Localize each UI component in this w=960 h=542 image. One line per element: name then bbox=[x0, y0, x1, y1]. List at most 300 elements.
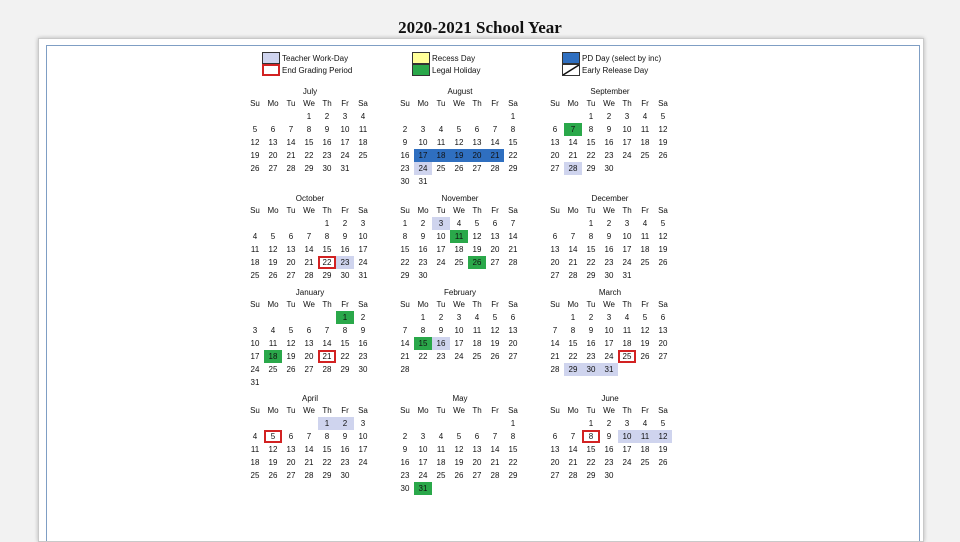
day-cell bbox=[468, 269, 486, 282]
day-cell: 17 bbox=[250, 352, 260, 361]
day-cell: 8 bbox=[324, 232, 330, 241]
day-cell: 9 bbox=[606, 232, 612, 241]
day-cell: 24 bbox=[340, 151, 350, 160]
day-cell: 11 bbox=[436, 138, 446, 147]
day-cell: 7 bbox=[510, 219, 516, 228]
weekday-header: Su bbox=[550, 99, 560, 108]
diagonal-line-icon bbox=[563, 65, 579, 75]
day-grid bbox=[546, 299, 674, 376]
day-cell bbox=[504, 482, 522, 495]
weekday-header: Fr bbox=[341, 206, 349, 215]
weekday-header: Sa bbox=[658, 206, 668, 215]
month-name: November bbox=[441, 194, 479, 203]
day-cell: 26 bbox=[658, 458, 668, 467]
month-october bbox=[246, 193, 374, 282]
day-cell bbox=[282, 110, 300, 123]
day-cell: 16 bbox=[586, 339, 596, 348]
weekday-header: Mo bbox=[567, 206, 579, 215]
day-cell: 11 bbox=[640, 125, 650, 134]
day-cell: 27 bbox=[658, 352, 668, 361]
day-cell bbox=[564, 417, 582, 430]
day-cell: 14 bbox=[490, 138, 500, 147]
day-cell: 23 bbox=[336, 256, 354, 269]
day-cell: 17 bbox=[418, 458, 428, 467]
day-cell: 4 bbox=[360, 112, 366, 121]
day-cell: 18 bbox=[436, 458, 446, 467]
day-cell: 2 bbox=[342, 219, 348, 228]
day-cell: 4 bbox=[252, 432, 258, 441]
day-cell: 30 bbox=[400, 484, 410, 493]
weekday-header: Mo bbox=[417, 300, 429, 309]
day-cell bbox=[486, 363, 504, 376]
day-cell: 15 bbox=[586, 245, 596, 254]
day-cell bbox=[246, 110, 264, 123]
day-cell: 5 bbox=[456, 125, 462, 134]
weekday-header: Tu bbox=[586, 300, 596, 309]
day-cell: 28 bbox=[490, 164, 500, 173]
day-cell: 1 bbox=[336, 311, 354, 324]
day-cell: 26 bbox=[490, 352, 500, 361]
day-cell: 11 bbox=[472, 326, 482, 335]
day-cell: 12 bbox=[454, 138, 464, 147]
day-cell: 20 bbox=[468, 149, 486, 162]
pd-day-swatch bbox=[562, 52, 580, 64]
day-cell: 7 bbox=[402, 326, 408, 335]
day-cell: 10 bbox=[622, 125, 632, 134]
day-cell: 9 bbox=[402, 445, 408, 454]
day-cell: 1 bbox=[402, 219, 408, 228]
day-cell: 18 bbox=[250, 458, 260, 467]
month-name: January bbox=[295, 288, 325, 297]
day-cell bbox=[486, 175, 504, 188]
weekday-header: Sa bbox=[358, 206, 368, 215]
day-cell: 18 bbox=[250, 258, 260, 267]
day-cell: 1 bbox=[570, 313, 576, 322]
day-cell: 9 bbox=[438, 326, 444, 335]
day-cell: 27 bbox=[472, 164, 482, 173]
day-cell: 6 bbox=[306, 326, 312, 335]
day-cell: 22 bbox=[304, 151, 314, 160]
day-cell: 24 bbox=[418, 471, 428, 480]
day-cell: 13 bbox=[286, 245, 296, 254]
day-cell: 19 bbox=[640, 339, 650, 348]
day-cell: 13 bbox=[550, 245, 560, 254]
day-cell: 2 bbox=[606, 219, 612, 228]
day-cell bbox=[246, 217, 264, 230]
day-cell: 1 bbox=[318, 417, 336, 430]
day-cell: 20 bbox=[550, 258, 560, 267]
day-cell: 10 bbox=[250, 339, 260, 348]
day-cell: 25 bbox=[618, 350, 636, 363]
weekday-header: We bbox=[603, 99, 615, 108]
day-cell: 5 bbox=[660, 419, 666, 428]
day-cell: 8 bbox=[510, 432, 516, 441]
day-cell: 3 bbox=[342, 112, 348, 121]
weekday-header: Fr bbox=[341, 300, 349, 309]
weekday-header: We bbox=[303, 206, 315, 215]
day-cell: 19 bbox=[490, 339, 500, 348]
day-cell: 16 bbox=[400, 151, 410, 160]
day-cell: 2 bbox=[360, 313, 366, 322]
day-cell: 22 bbox=[568, 352, 578, 361]
day-cell: 14 bbox=[322, 339, 332, 348]
day-cell: 24 bbox=[622, 151, 632, 160]
weekday-header: Tu bbox=[286, 99, 296, 108]
day-cell bbox=[636, 363, 654, 376]
month-february bbox=[396, 287, 524, 376]
day-cell bbox=[432, 269, 450, 282]
day-grid bbox=[246, 405, 374, 482]
day-cell: 26 bbox=[268, 471, 278, 480]
day-cell bbox=[504, 269, 522, 282]
day-cell: 17 bbox=[436, 245, 446, 254]
day-cell: 14 bbox=[490, 445, 500, 454]
day-cell: 4 bbox=[456, 219, 462, 228]
day-cell: 17 bbox=[622, 245, 632, 254]
day-cell: 20 bbox=[286, 458, 296, 467]
day-cell: 28 bbox=[568, 271, 578, 280]
day-cell: 19 bbox=[658, 138, 668, 147]
weekday-header: Tu bbox=[586, 406, 596, 415]
weekday-header: Su bbox=[250, 206, 260, 215]
day-cell: 3 bbox=[420, 432, 426, 441]
month-name: June bbox=[601, 394, 619, 403]
month-name: April bbox=[301, 394, 318, 403]
month-june bbox=[546, 393, 674, 482]
weekday-header: We bbox=[303, 406, 315, 415]
weekday-header: Sa bbox=[658, 300, 668, 309]
weekday-header: Fr bbox=[641, 99, 649, 108]
weekday-header: Th bbox=[472, 300, 482, 309]
weekday-header: We bbox=[603, 206, 615, 215]
weekday-header: Sa bbox=[508, 206, 518, 215]
day-cell: 27 bbox=[508, 352, 518, 361]
day-cell: 20 bbox=[508, 339, 518, 348]
day-cell bbox=[246, 311, 264, 324]
day-cell: 19 bbox=[472, 245, 482, 254]
day-cell: 25 bbox=[454, 258, 464, 267]
day-cell: 1 bbox=[306, 112, 312, 121]
day-cell: 23 bbox=[358, 352, 368, 361]
day-cell: 23 bbox=[340, 458, 350, 467]
weekday-header: We bbox=[453, 406, 465, 415]
day-cell: 25 bbox=[250, 471, 260, 480]
day-cell bbox=[564, 110, 582, 123]
month-name: May bbox=[452, 394, 468, 403]
day-cell: 23 bbox=[400, 471, 410, 480]
weekday-header: Mo bbox=[417, 99, 429, 108]
day-cell: 1 bbox=[510, 112, 516, 121]
day-cell bbox=[636, 269, 654, 282]
day-cell bbox=[468, 417, 486, 430]
day-cell: 13 bbox=[550, 445, 560, 454]
day-cell: 22 bbox=[318, 256, 336, 269]
month-may bbox=[396, 393, 524, 495]
month-march bbox=[546, 287, 674, 376]
day-cell: 17 bbox=[414, 149, 432, 162]
day-cell: 8 bbox=[588, 232, 594, 241]
weekday-header: Th bbox=[622, 206, 632, 215]
day-cell: 6 bbox=[474, 125, 480, 134]
day-cell: 6 bbox=[288, 432, 294, 441]
month-name: September bbox=[590, 87, 630, 96]
day-cell: 27 bbox=[268, 164, 278, 173]
month-name: December bbox=[591, 194, 629, 203]
weekday-header: Mo bbox=[417, 406, 429, 415]
day-cell bbox=[354, 162, 372, 175]
day-cell: 2 bbox=[438, 313, 444, 322]
day-cell: 9 bbox=[402, 138, 408, 147]
day-cell: 6 bbox=[270, 125, 276, 134]
day-cell: 11 bbox=[636, 430, 654, 443]
day-cell: 9 bbox=[342, 432, 348, 441]
day-cell: 30 bbox=[604, 271, 614, 280]
day-cell bbox=[300, 311, 318, 324]
day-cell: 14 bbox=[304, 245, 314, 254]
day-grid bbox=[396, 205, 524, 282]
day-cell: 7 bbox=[306, 232, 312, 241]
day-cell: 12 bbox=[472, 232, 482, 241]
day-cell bbox=[432, 363, 450, 376]
day-cell bbox=[264, 376, 282, 389]
day-cell: 28 bbox=[322, 365, 332, 374]
day-cell: 12 bbox=[454, 445, 464, 454]
day-cell: 24 bbox=[454, 352, 464, 361]
weekday-header: Tu bbox=[436, 206, 446, 215]
weekday-header: We bbox=[603, 406, 615, 415]
day-cell: 29 bbox=[400, 271, 410, 280]
weekday-header: Th bbox=[472, 99, 482, 108]
day-cell: 26 bbox=[286, 365, 296, 374]
weekday-header: Tu bbox=[436, 300, 446, 309]
day-cell: 4 bbox=[642, 112, 648, 121]
day-cell bbox=[450, 482, 468, 495]
weekday-header: Fr bbox=[491, 406, 499, 415]
day-cell: 17 bbox=[340, 138, 350, 147]
month-name: August bbox=[447, 87, 473, 96]
day-cell: 7 bbox=[492, 432, 498, 441]
day-cell: 13 bbox=[286, 445, 296, 454]
day-cell bbox=[546, 311, 564, 324]
day-cell bbox=[432, 417, 450, 430]
day-cell: 7 bbox=[306, 432, 312, 441]
day-cell: 20 bbox=[304, 352, 314, 361]
day-cell: 1 bbox=[324, 219, 330, 228]
day-cell bbox=[300, 376, 318, 389]
day-cell: 29 bbox=[508, 164, 518, 173]
day-cell: 3 bbox=[624, 112, 630, 121]
day-cell: 12 bbox=[250, 138, 260, 147]
weekday-header: Su bbox=[400, 206, 410, 215]
day-cell: 30 bbox=[418, 271, 428, 280]
weekday-header: Su bbox=[550, 300, 560, 309]
day-cell: 6 bbox=[552, 232, 558, 241]
day-cell bbox=[618, 162, 636, 175]
day-cell: 6 bbox=[474, 432, 480, 441]
day-cell: 26 bbox=[268, 271, 278, 280]
day-cell: 10 bbox=[454, 326, 464, 335]
month-name: March bbox=[598, 288, 622, 297]
weekday-header: Th bbox=[322, 206, 332, 215]
day-grid bbox=[246, 205, 374, 282]
day-cell: 27 bbox=[472, 471, 482, 480]
weekday-header: Mo bbox=[567, 300, 579, 309]
day-cell: 21 bbox=[304, 258, 314, 267]
day-cell: 26 bbox=[250, 164, 260, 173]
weekday-header: Su bbox=[550, 406, 560, 415]
day-cell bbox=[450, 110, 468, 123]
day-cell bbox=[432, 175, 450, 188]
day-cell bbox=[300, 417, 318, 430]
day-cell: 8 bbox=[510, 125, 516, 134]
day-cell: 6 bbox=[660, 313, 666, 322]
weekday-header: Fr bbox=[341, 99, 349, 108]
day-cell bbox=[618, 469, 636, 482]
day-cell: 15 bbox=[586, 138, 596, 147]
day-cell: 15 bbox=[508, 138, 518, 147]
day-cell: 29 bbox=[586, 471, 596, 480]
day-cell: 6 bbox=[552, 432, 558, 441]
weekday-header: Mo bbox=[567, 406, 579, 415]
day-cell: 4 bbox=[642, 219, 648, 228]
day-cell: 30 bbox=[358, 365, 368, 374]
legend-label: End Grading Period bbox=[282, 66, 353, 75]
day-cell: 19 bbox=[658, 245, 668, 254]
day-cell: 4 bbox=[474, 313, 480, 322]
day-cell: 12 bbox=[286, 339, 296, 348]
day-cell: 25 bbox=[472, 352, 482, 361]
month-september bbox=[546, 86, 674, 175]
weekday-header: Tu bbox=[286, 206, 296, 215]
day-cell bbox=[336, 376, 354, 389]
day-cell: 5 bbox=[252, 125, 258, 134]
weekday-header: Sa bbox=[508, 300, 518, 309]
day-cell: 8 bbox=[342, 326, 348, 335]
day-cell: 15 bbox=[586, 445, 596, 454]
day-cell: 3 bbox=[432, 217, 450, 230]
day-cell bbox=[246, 417, 264, 430]
day-grid bbox=[396, 299, 524, 376]
day-cell bbox=[654, 363, 672, 376]
day-cell: 8 bbox=[306, 125, 312, 134]
day-cell: 8 bbox=[402, 232, 408, 241]
day-cell: 15 bbox=[568, 339, 578, 348]
legend-label: Teacher Work-Day bbox=[282, 54, 349, 63]
day-cell: 26 bbox=[468, 256, 486, 269]
day-cell: 28 bbox=[400, 365, 410, 374]
day-cell: 19 bbox=[268, 258, 278, 267]
day-cell: 21 bbox=[304, 458, 314, 467]
day-cell: 28 bbox=[286, 164, 296, 173]
weekday-header: We bbox=[603, 300, 615, 309]
weekday-header: Tu bbox=[436, 406, 446, 415]
day-cell: 5 bbox=[474, 219, 480, 228]
day-cell: 29 bbox=[340, 365, 350, 374]
day-cell bbox=[264, 417, 282, 430]
weekday-header: Tu bbox=[286, 300, 296, 309]
day-cell: 9 bbox=[588, 326, 594, 335]
weekday-header: Su bbox=[400, 99, 410, 108]
day-cell: 13 bbox=[508, 326, 518, 335]
day-cell: 24 bbox=[250, 365, 260, 374]
day-cell: 8 bbox=[588, 125, 594, 134]
day-cell: 15 bbox=[340, 339, 350, 348]
day-cell: 21 bbox=[286, 151, 296, 160]
weekday-header: Su bbox=[250, 99, 260, 108]
day-cell: 24 bbox=[358, 458, 368, 467]
day-cell: 7 bbox=[564, 123, 582, 136]
day-cell bbox=[282, 311, 300, 324]
day-cell: 14 bbox=[568, 138, 578, 147]
day-cell: 12 bbox=[658, 125, 668, 134]
day-cell: 22 bbox=[508, 458, 518, 467]
day-cell: 5 bbox=[456, 432, 462, 441]
day-cell: 27 bbox=[286, 471, 296, 480]
day-cell: 16 bbox=[604, 445, 614, 454]
day-cell: 11 bbox=[268, 339, 278, 348]
day-cell bbox=[486, 110, 504, 123]
day-cell: 31 bbox=[340, 164, 350, 173]
day-cell: 19 bbox=[250, 151, 260, 160]
day-cell: 25 bbox=[640, 258, 650, 267]
day-cell bbox=[618, 363, 636, 376]
day-cell bbox=[654, 162, 672, 175]
month-november bbox=[396, 193, 524, 282]
day-cell: 21 bbox=[568, 458, 578, 467]
day-cell: 7 bbox=[552, 326, 558, 335]
day-cell: 29 bbox=[304, 164, 314, 173]
day-cell: 19 bbox=[450, 149, 468, 162]
day-cell: 23 bbox=[604, 151, 614, 160]
weekday-header: Fr bbox=[491, 300, 499, 309]
day-cell: 7 bbox=[492, 125, 498, 134]
day-cell: 26 bbox=[454, 471, 464, 480]
day-cell: 16 bbox=[604, 138, 614, 147]
day-cell: 16 bbox=[400, 458, 410, 467]
end-grading-period-swatch bbox=[262, 64, 280, 76]
day-cell: 31 bbox=[358, 271, 368, 280]
day-cell: 21 bbox=[568, 151, 578, 160]
day-cell: 11 bbox=[622, 326, 632, 335]
day-cell: 28 bbox=[508, 258, 518, 267]
day-cell: 24 bbox=[414, 162, 432, 175]
day-cell bbox=[468, 175, 486, 188]
legend-label: Early Release Day bbox=[582, 66, 649, 75]
day-cell: 22 bbox=[418, 352, 428, 361]
day-cell: 18 bbox=[454, 245, 464, 254]
day-cell: 15 bbox=[414, 337, 432, 350]
day-cell: 26 bbox=[640, 352, 650, 361]
day-cell: 10 bbox=[436, 232, 446, 241]
day-cell bbox=[450, 363, 468, 376]
day-cell: 15 bbox=[322, 445, 332, 454]
early-release-day-swatch bbox=[562, 64, 580, 76]
day-cell: 3 bbox=[252, 326, 258, 335]
weekday-header: Sa bbox=[358, 406, 368, 415]
day-cell: 30 bbox=[582, 363, 600, 376]
day-cell bbox=[264, 311, 282, 324]
weekday-header: Mo bbox=[417, 206, 429, 215]
day-cell: 30 bbox=[340, 271, 350, 280]
day-cell: 5 bbox=[660, 219, 666, 228]
day-cell: 29 bbox=[586, 164, 596, 173]
day-cell: 16 bbox=[340, 445, 350, 454]
day-cell bbox=[354, 376, 372, 389]
day-cell: 3 bbox=[360, 419, 366, 428]
day-cell: 31 bbox=[600, 363, 618, 376]
day-cell: 13 bbox=[490, 232, 500, 241]
day-cell bbox=[636, 162, 654, 175]
